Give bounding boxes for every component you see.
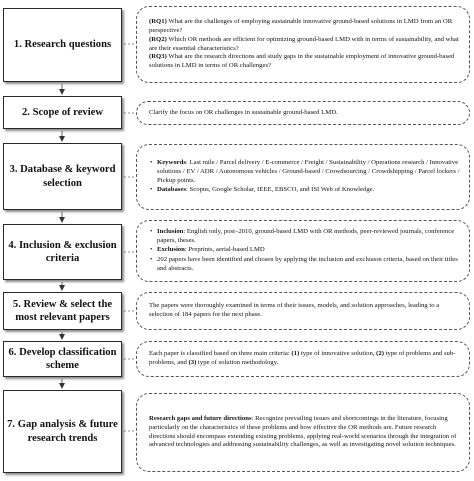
review-text: The papers were thoroughly examined in terms of their issues, models, and solution approaches, leading to a selection of 184 papers for the next phase. <box>149 302 440 318</box>
step-review-select <box>3 292 122 330</box>
step-inclusion-exclusion <box>3 224 122 280</box>
databases-item: • Databases: Scopus, Google Scholar, IEEE, EBSCO, and ISI Web of Knowledge. <box>157 186 461 195</box>
rq-item: (RQ2) Which OR methods are efficient for optimizing ground-based LMD with in terms of sustainability, and what are their essential characteristics? <box>149 35 459 52</box>
step-label: 1. Research questions <box>13 39 112 51</box>
rq-item: (RQ1) What are the challenges of employing sustainable innovative ground-based solutions in LMD from an OR perspective? <box>149 17 453 34</box>
database-box <box>136 144 470 210</box>
step-label: 6. Develop classification scheme <box>8 346 117 371</box>
step-research-questions <box>3 8 122 82</box>
step-label: 5. Review & select the most relevant papers <box>12 298 113 323</box>
scope-box <box>136 101 470 125</box>
criteria-box <box>136 220 470 282</box>
rq-item: (RQ3) What are the research directions and study gaps in the sustainable employment of innovative ground-based solutions in LMD in terms of OR challenges? <box>149 53 455 70</box>
scope-text: Clarify the focus on OR challenges in sustainable ground-based LMD. <box>149 108 338 116</box>
gaps-text: Research gaps and future directions: Recognize prevailing issues and shortcomings in the literature, focusing particularly on the characteristics of these problems and how effective the OR methods are. Future research directions should encompass extending existing problems, applying real-world scenarios through the integration of advanced technologies and addressing sustainability challenges, as well as investigating novel solution techniques. <box>149 414 457 449</box>
step-classification-scheme <box>3 341 122 377</box>
research-questions-box <box>136 6 470 83</box>
classification-text: Each paper is classified based on three main criteria: (1) type of innovative solution, (2) type of problems and sub-problems, and (3) type of solution methodology. <box>149 350 456 366</box>
step-scope-of-review <box>3 96 122 129</box>
papers-item: • 202 papers have been identified and chosen by applying the inclusion and exclusion criteria, based on their titles and abstracts. <box>157 256 461 274</box>
gaps-box <box>136 393 470 472</box>
step-gap-analysis <box>3 390 122 473</box>
inclusion-item: • Inclusion: English only, post–2010, ground-based LMD with OR methods, peer-reviewed journals, conference papers, theses. <box>157 228 461 246</box>
step-label: 7. Gap analysis & future research trends <box>7 419 118 444</box>
step-label: 4. Inclusion & exclusion criteria <box>8 239 117 264</box>
exclusion-item: • Exclusion: Preprints, aerial-based LMD <box>157 246 461 255</box>
step-label: 3. Database & keyword selection <box>9 164 116 189</box>
keywords-item: • Keywords: Last mile / Parcel delivery / E-commerce / Freight / Sustainability / Operations research / Innovative solutions / EV / ADR / Autonomous vehicles / Ground-based / Crowdsourcing / Crowdshipping / Parcel lockers / Pickup points. <box>157 159 461 186</box>
review-box <box>136 292 470 330</box>
step-database-keyword-selection <box>3 143 122 210</box>
step-label: 2. Scope of review <box>21 106 103 118</box>
classification-box <box>136 341 470 377</box>
